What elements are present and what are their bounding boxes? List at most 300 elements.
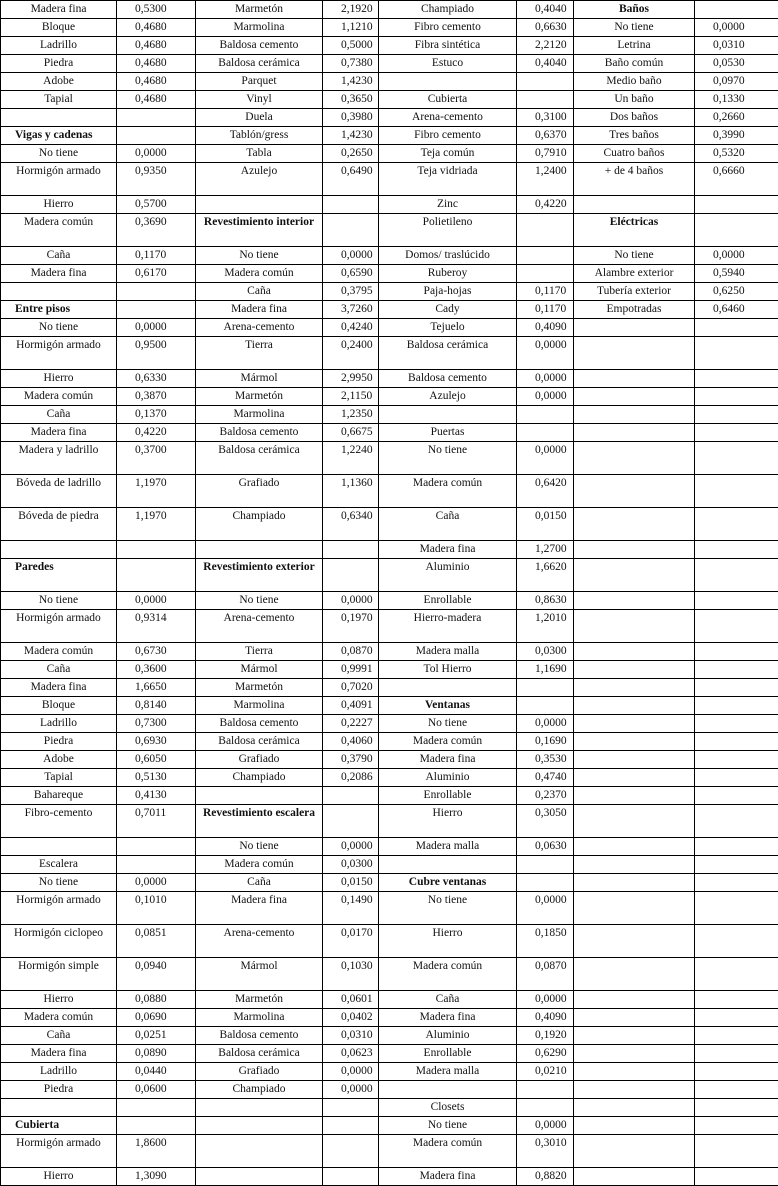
cell-label-b: Marmetón: [196, 991, 323, 1009]
table-row: [1, 991, 778, 1009]
cell-label-a: No tiene: [1, 874, 117, 892]
cell-value-a: 0,0251: [117, 1027, 196, 1045]
cell-value-d: [695, 892, 778, 925]
cell-value-b: [323, 805, 379, 838]
cell-label-d: [574, 958, 695, 991]
cell-label-a: Madera común: [1, 643, 117, 661]
cell-value-b: 0,0870: [323, 643, 379, 661]
cell-value-c: 0,7910: [517, 145, 574, 163]
cell-label-c: [379, 73, 517, 91]
cell-value-a: 0,3690: [117, 214, 196, 247]
cell-label-d: [574, 838, 695, 856]
cell-label-c: Fibro cemento: [379, 19, 517, 37]
cell-label-b: Grafiado: [196, 751, 323, 769]
cell-value-a: 0,4220: [117, 424, 196, 442]
section-header-b: Revestimiento escalera: [196, 805, 323, 838]
table-row: [1, 1045, 778, 1063]
cell-value-a: 0,3700: [117, 442, 196, 475]
cell-value-c: [517, 856, 574, 874]
cell-value-c: 0,0000: [517, 442, 574, 475]
cell-label-a: Madera común: [1, 1009, 117, 1027]
table-row: [1, 925, 778, 958]
cell-value-d: 0,2660: [695, 109, 778, 127]
cell-label-c: Ruberoy: [379, 265, 517, 283]
cell-value-c: [517, 214, 574, 247]
cell-label-c: Polietileno: [379, 214, 517, 247]
cell-value-a: [117, 541, 196, 559]
cell-label-b: Grafiado: [196, 1063, 323, 1081]
cell-value-d: [695, 697, 778, 715]
cell-value-c: [517, 679, 574, 697]
cell-value-c: 0,0000: [517, 892, 574, 925]
cell-label-a: Hormigón armado: [1, 892, 117, 925]
cell-label-c: Domos/ traslúcido: [379, 247, 517, 265]
table-row: [1, 337, 778, 370]
cell-value-a: [117, 109, 196, 127]
cell-value-d: [695, 991, 778, 1009]
cell-value-d: [695, 196, 778, 214]
cell-value-d: [695, 508, 778, 541]
cell-value-d: [695, 769, 778, 787]
cell-value-b: 0,0402: [323, 1009, 379, 1027]
cell-value-b: 0,0150: [323, 874, 379, 892]
cell-value-a: 1,3090: [117, 1168, 196, 1186]
table-row: [1, 1, 778, 19]
cell-label-a: Hormigón simple: [1, 958, 117, 991]
table-row: [1, 1027, 778, 1045]
cell-label-c: Hierro: [379, 925, 517, 958]
cell-label-a: [1, 541, 117, 559]
cell-label-d: [574, 337, 695, 370]
cell-label-c: Arena-cemento: [379, 109, 517, 127]
cell-value-d: [695, 1135, 778, 1168]
cell-label-c: Hierro-madera: [379, 610, 517, 643]
cell-value-b: 0,7380: [323, 55, 379, 73]
cell-value-c: 0,0300: [517, 643, 574, 661]
section-header-a: Paredes: [1, 559, 117, 592]
cell-label-b: Mármol: [196, 370, 323, 388]
section-header-b: Revestimiento interior: [196, 214, 323, 247]
cell-value-b: 0,3795: [323, 283, 379, 301]
cell-label-c: Madera común: [379, 733, 517, 751]
cell-label-c: [379, 679, 517, 697]
cell-value-b: 0,0000: [323, 1063, 379, 1081]
cell-value-d: [695, 805, 778, 838]
cell-label-a: Bloque: [1, 697, 117, 715]
cell-label-a: No tiene: [1, 319, 117, 337]
cell-label-a: Hormigón armado: [1, 163, 117, 196]
cell-value-d: [695, 925, 778, 958]
cell-value-a: 0,1370: [117, 406, 196, 424]
cell-value-d: [695, 610, 778, 643]
cell-value-c: 1,6620: [517, 559, 574, 592]
cell-label-d: Tres baños: [574, 127, 695, 145]
cell-label-c: Madera fina: [379, 541, 517, 559]
cell-label-a: Hormigón armado: [1, 1135, 117, 1168]
cell-label-b: Marmolina: [196, 1009, 323, 1027]
cell-label-c: Madera malla: [379, 1063, 517, 1081]
cell-value-b: 1,2350: [323, 406, 379, 424]
cell-value-b: 3,7260: [323, 301, 379, 319]
cell-label-b: Madera fina: [196, 301, 323, 319]
cell-value-a: 0,6730: [117, 643, 196, 661]
cell-label-c: Madera malla: [379, 643, 517, 661]
cell-value-d: [695, 406, 778, 424]
cell-value-b: 0,5000: [323, 37, 379, 55]
table-row: [1, 559, 778, 592]
cell-value-a: 0,0000: [117, 319, 196, 337]
cell-value-a: 0,5700: [117, 196, 196, 214]
cell-label-d: Cuatro baños: [574, 145, 695, 163]
cell-value-b: [323, 1135, 379, 1168]
cell-label-c: Madera malla: [379, 838, 517, 856]
cell-label-b: Baldosa cerámica: [196, 733, 323, 751]
cell-value-d: [695, 370, 778, 388]
cell-value-d: 0,6660: [695, 163, 778, 196]
cell-label-b: Marmetón: [196, 388, 323, 406]
cell-value-d: [695, 1027, 778, 1045]
cell-value-b: 0,0000: [323, 838, 379, 856]
cell-label-c: Teja común: [379, 145, 517, 163]
cell-value-a: [117, 301, 196, 319]
cell-label-c: Champiado: [379, 1, 517, 19]
cell-label-d: [574, 406, 695, 424]
table-row: [1, 214, 778, 247]
cell-label-d: [574, 805, 695, 838]
cell-value-d: 0,0000: [695, 19, 778, 37]
cell-value-d: [695, 1117, 778, 1135]
cell-value-b: 0,1490: [323, 892, 379, 925]
cell-value-d: [695, 679, 778, 697]
cell-value-d: [695, 442, 778, 475]
cell-value-c: 0,1690: [517, 733, 574, 751]
cell-label-d: [574, 196, 695, 214]
cell-label-c: Fibro cemento: [379, 127, 517, 145]
cell-value-a: 1,1970: [117, 508, 196, 541]
cell-label-a: Piedra: [1, 1081, 117, 1099]
cell-value-c: [517, 424, 574, 442]
cell-label-a: Bloque: [1, 19, 117, 37]
cell-value-b: [323, 196, 379, 214]
cell-value-a: [117, 1117, 196, 1135]
cell-label-b: Baldosa cemento: [196, 715, 323, 733]
cell-value-c: [517, 265, 574, 283]
table-row: [1, 751, 778, 769]
cell-label-a: Madera común: [1, 388, 117, 406]
cell-label-c: Puertas: [379, 424, 517, 442]
cell-label-b: Tabla: [196, 145, 323, 163]
cell-value-a: 0,0851: [117, 925, 196, 958]
cell-label-a: Caña: [1, 406, 117, 424]
cell-value-b: 0,2650: [323, 145, 379, 163]
cell-label-b: Caña: [196, 283, 323, 301]
table-row: [1, 247, 778, 265]
table-row: [1, 892, 778, 925]
table-row: [1, 1099, 778, 1117]
cell-value-c: 0,6630: [517, 19, 574, 37]
section-header-c: Ventanas: [379, 697, 517, 715]
cell-label-b: Grafiado: [196, 475, 323, 508]
cell-value-a: 0,0000: [117, 874, 196, 892]
table-row: [1, 610, 778, 643]
cell-label-d: [574, 874, 695, 892]
cell-value-a: 0,5300: [117, 1, 196, 19]
cell-label-b: [196, 541, 323, 559]
cell-value-c: [517, 91, 574, 109]
cell-label-b: Tierra: [196, 337, 323, 370]
cell-label-a: Tapial: [1, 769, 117, 787]
table-row: [1, 874, 778, 892]
cell-label-a: Madera fina: [1, 1, 117, 19]
section-header-d: Baños: [574, 1, 695, 19]
cell-label-b: Champiado: [196, 1081, 323, 1099]
table-row: [1, 541, 778, 559]
table-row: [1, 283, 778, 301]
cell-label-c: Teja vidriada: [379, 163, 517, 196]
cell-value-c: [517, 247, 574, 265]
cell-value-d: [695, 559, 778, 592]
cell-value-d: [695, 751, 778, 769]
cell-label-d: [574, 679, 695, 697]
cell-value-a: 0,6930: [117, 733, 196, 751]
cell-value-a: 0,9314: [117, 610, 196, 643]
cell-label-d: [574, 1117, 695, 1135]
cell-value-b: 2,1150: [323, 388, 379, 406]
cell-label-a: Hormigón armado: [1, 337, 117, 370]
cell-label-b: Mármol: [196, 958, 323, 991]
cell-value-b: [323, 559, 379, 592]
cell-value-c: 0,0000: [517, 388, 574, 406]
cell-label-d: [574, 925, 695, 958]
cell-label-b: [196, 1099, 323, 1117]
cell-label-d: [574, 715, 695, 733]
table-row: [1, 1168, 778, 1186]
cell-value-b: [323, 1117, 379, 1135]
cell-label-c: Madera común: [379, 475, 517, 508]
cell-value-d: [695, 388, 778, 406]
table-row: [1, 55, 778, 73]
cell-value-d: 0,5320: [695, 145, 778, 163]
table-row: [1, 769, 778, 787]
cell-value-d: [695, 1099, 778, 1117]
cell-value-a: [117, 1099, 196, 1117]
cell-value-d: 0,3990: [695, 127, 778, 145]
table-row: [1, 370, 778, 388]
cell-label-d: [574, 370, 695, 388]
cell-label-b: Arena-cemento: [196, 925, 323, 958]
cell-label-a: No tiene: [1, 592, 117, 610]
cell-value-d: 0,0310: [695, 37, 778, 55]
cell-label-a: [1, 283, 117, 301]
cell-value-a: 0,9500: [117, 337, 196, 370]
cell-value-a: 0,3870: [117, 388, 196, 406]
cell-value-b: 0,9991: [323, 661, 379, 679]
cell-label-c: No tiene: [379, 442, 517, 475]
cell-label-b: [196, 787, 323, 805]
cell-value-c: 0,0000: [517, 337, 574, 370]
cell-value-d: [695, 856, 778, 874]
table-row: [1, 1009, 778, 1027]
cell-value-a: 0,1010: [117, 892, 196, 925]
cell-label-c: No tiene: [379, 715, 517, 733]
cell-value-b: 0,6490: [323, 163, 379, 196]
cell-value-c: 0,4040: [517, 1, 574, 19]
cell-label-d: No tiene: [574, 19, 695, 37]
cell-label-d: [574, 769, 695, 787]
cell-label-b: Azulejo: [196, 163, 323, 196]
cell-value-a: 0,8140: [117, 697, 196, 715]
cell-value-a: 1,6650: [117, 679, 196, 697]
cell-label-d: [574, 424, 695, 442]
cell-label-d: [574, 661, 695, 679]
cell-label-b: Mármol: [196, 661, 323, 679]
cell-value-c: 0,0870: [517, 958, 574, 991]
cell-label-d: [574, 1045, 695, 1063]
cell-value-a: 0,7011: [117, 805, 196, 838]
cell-value-d: [695, 319, 778, 337]
cell-label-c: Paja-hojas: [379, 283, 517, 301]
cell-label-c: Zinc: [379, 196, 517, 214]
cell-label-b: Caña: [196, 874, 323, 892]
cell-label-d: Empotradas: [574, 301, 695, 319]
cell-label-c: Enrollable: [379, 787, 517, 805]
cell-value-b: 0,0170: [323, 925, 379, 958]
table-row: [1, 73, 778, 91]
cell-label-d: [574, 1135, 695, 1168]
cell-value-d: [695, 337, 778, 370]
cell-label-b: Arena-cemento: [196, 610, 323, 643]
cell-label-b: Baldosa cemento: [196, 424, 323, 442]
cell-label-a: Bóveda de ladrillo: [1, 475, 117, 508]
cell-label-d: [574, 1099, 695, 1117]
cell-value-a: 0,9350: [117, 163, 196, 196]
cell-value-a: 0,0600: [117, 1081, 196, 1099]
cell-value-d: [695, 1, 778, 19]
table-row: [1, 109, 778, 127]
cell-label-b: [196, 1117, 323, 1135]
cell-value-c: [517, 73, 574, 91]
table-row: [1, 805, 778, 838]
cell-label-d: Baño común: [574, 55, 695, 73]
cell-label-a: Adobe: [1, 73, 117, 91]
cell-value-b: 0,6675: [323, 424, 379, 442]
cell-value-d: [695, 214, 778, 247]
cell-value-a: 0,4680: [117, 91, 196, 109]
cell-value-a: 0,1170: [117, 247, 196, 265]
cell-value-c: [517, 874, 574, 892]
cell-value-a: 0,4680: [117, 55, 196, 73]
cell-value-c: 0,4090: [517, 319, 574, 337]
cell-label-c: No tiene: [379, 1117, 517, 1135]
cell-label-b: Baldosa cerámica: [196, 55, 323, 73]
table-row: [1, 508, 778, 541]
cell-value-d: 0,6250: [695, 283, 778, 301]
cell-value-c: 0,0630: [517, 838, 574, 856]
cell-label-a: Fibro-cemento: [1, 805, 117, 838]
cell-value-a: 0,0890: [117, 1045, 196, 1063]
cell-label-c: [379, 856, 517, 874]
cell-label-b: Madera común: [196, 265, 323, 283]
cell-value-a: 0,5130: [117, 769, 196, 787]
cell-label-b: Champiado: [196, 508, 323, 541]
cell-value-b: [323, 541, 379, 559]
cell-label-a: [1, 838, 117, 856]
table-row: [1, 1117, 778, 1135]
cell-value-a: 0,6050: [117, 751, 196, 769]
cell-value-b: 0,0000: [323, 592, 379, 610]
cell-value-c: 0,0150: [517, 508, 574, 541]
cell-value-b: 0,0000: [323, 1081, 379, 1099]
section-header-c: Cubre ventanas: [379, 874, 517, 892]
cell-value-a: 0,0690: [117, 1009, 196, 1027]
cell-value-d: [695, 1081, 778, 1099]
cell-label-a: Hierro: [1, 1168, 117, 1186]
cell-label-d: [574, 1027, 695, 1045]
cell-label-b: Marmetón: [196, 679, 323, 697]
cell-value-d: [695, 1045, 778, 1063]
cell-label-c: Enrollable: [379, 592, 517, 610]
cell-value-c: 0,0000: [517, 370, 574, 388]
cell-value-c: 0,8820: [517, 1168, 574, 1186]
cell-label-d: Tubería exterior: [574, 283, 695, 301]
cell-value-a: 0,6170: [117, 265, 196, 283]
cell-value-b: 0,1030: [323, 958, 379, 991]
cell-label-d: Alambre exterior: [574, 265, 695, 283]
cell-value-b: 0,6340: [323, 508, 379, 541]
table-row: [1, 1081, 778, 1099]
cell-value-b: 1,1210: [323, 19, 379, 37]
cell-label-d: [574, 751, 695, 769]
table-row: [1, 19, 778, 37]
cell-label-c: Madera fina: [379, 751, 517, 769]
cell-label-d: [574, 475, 695, 508]
cell-label-d: [574, 508, 695, 541]
cell-value-a: 0,7300: [117, 715, 196, 733]
table-row: [1, 127, 778, 145]
cell-label-b: Madera fina: [196, 892, 323, 925]
cell-label-a: Adobe: [1, 751, 117, 769]
cell-label-b: Madera común: [196, 856, 323, 874]
cell-value-b: 0,6590: [323, 265, 379, 283]
cell-value-b: 0,3650: [323, 91, 379, 109]
cell-label-c: Madera común: [379, 1135, 517, 1168]
cell-label-a: [1, 1099, 117, 1117]
section-header-a: Entre pisos: [1, 301, 117, 319]
cell-value-a: 0,4130: [117, 787, 196, 805]
cell-label-c: Baldosa cemento: [379, 370, 517, 388]
cell-label-c: Aluminio: [379, 559, 517, 592]
cell-label-b: Parquet: [196, 73, 323, 91]
cell-value-b: 0,0310: [323, 1027, 379, 1045]
cell-label-a: Ladrillo: [1, 1063, 117, 1081]
table-row: [1, 733, 778, 751]
cell-value-a: [117, 283, 196, 301]
table-row: [1, 163, 778, 196]
cell-label-a: Madera común: [1, 214, 117, 247]
table-row: [1, 643, 778, 661]
cell-label-d: Letrina: [574, 37, 695, 55]
section-header-b: Revestimiento exterior: [196, 559, 323, 592]
cell-value-c: [517, 697, 574, 715]
cell-label-a: Hormigón ciclopeo: [1, 925, 117, 958]
cell-value-d: [695, 787, 778, 805]
cell-value-b: 2,1920: [323, 1, 379, 19]
cell-value-b: 0,2086: [323, 769, 379, 787]
cell-label-b: Baldosa cerámica: [196, 1045, 323, 1063]
cell-value-d: [695, 643, 778, 661]
table-row: [1, 424, 778, 442]
cell-value-b: [323, 1099, 379, 1117]
